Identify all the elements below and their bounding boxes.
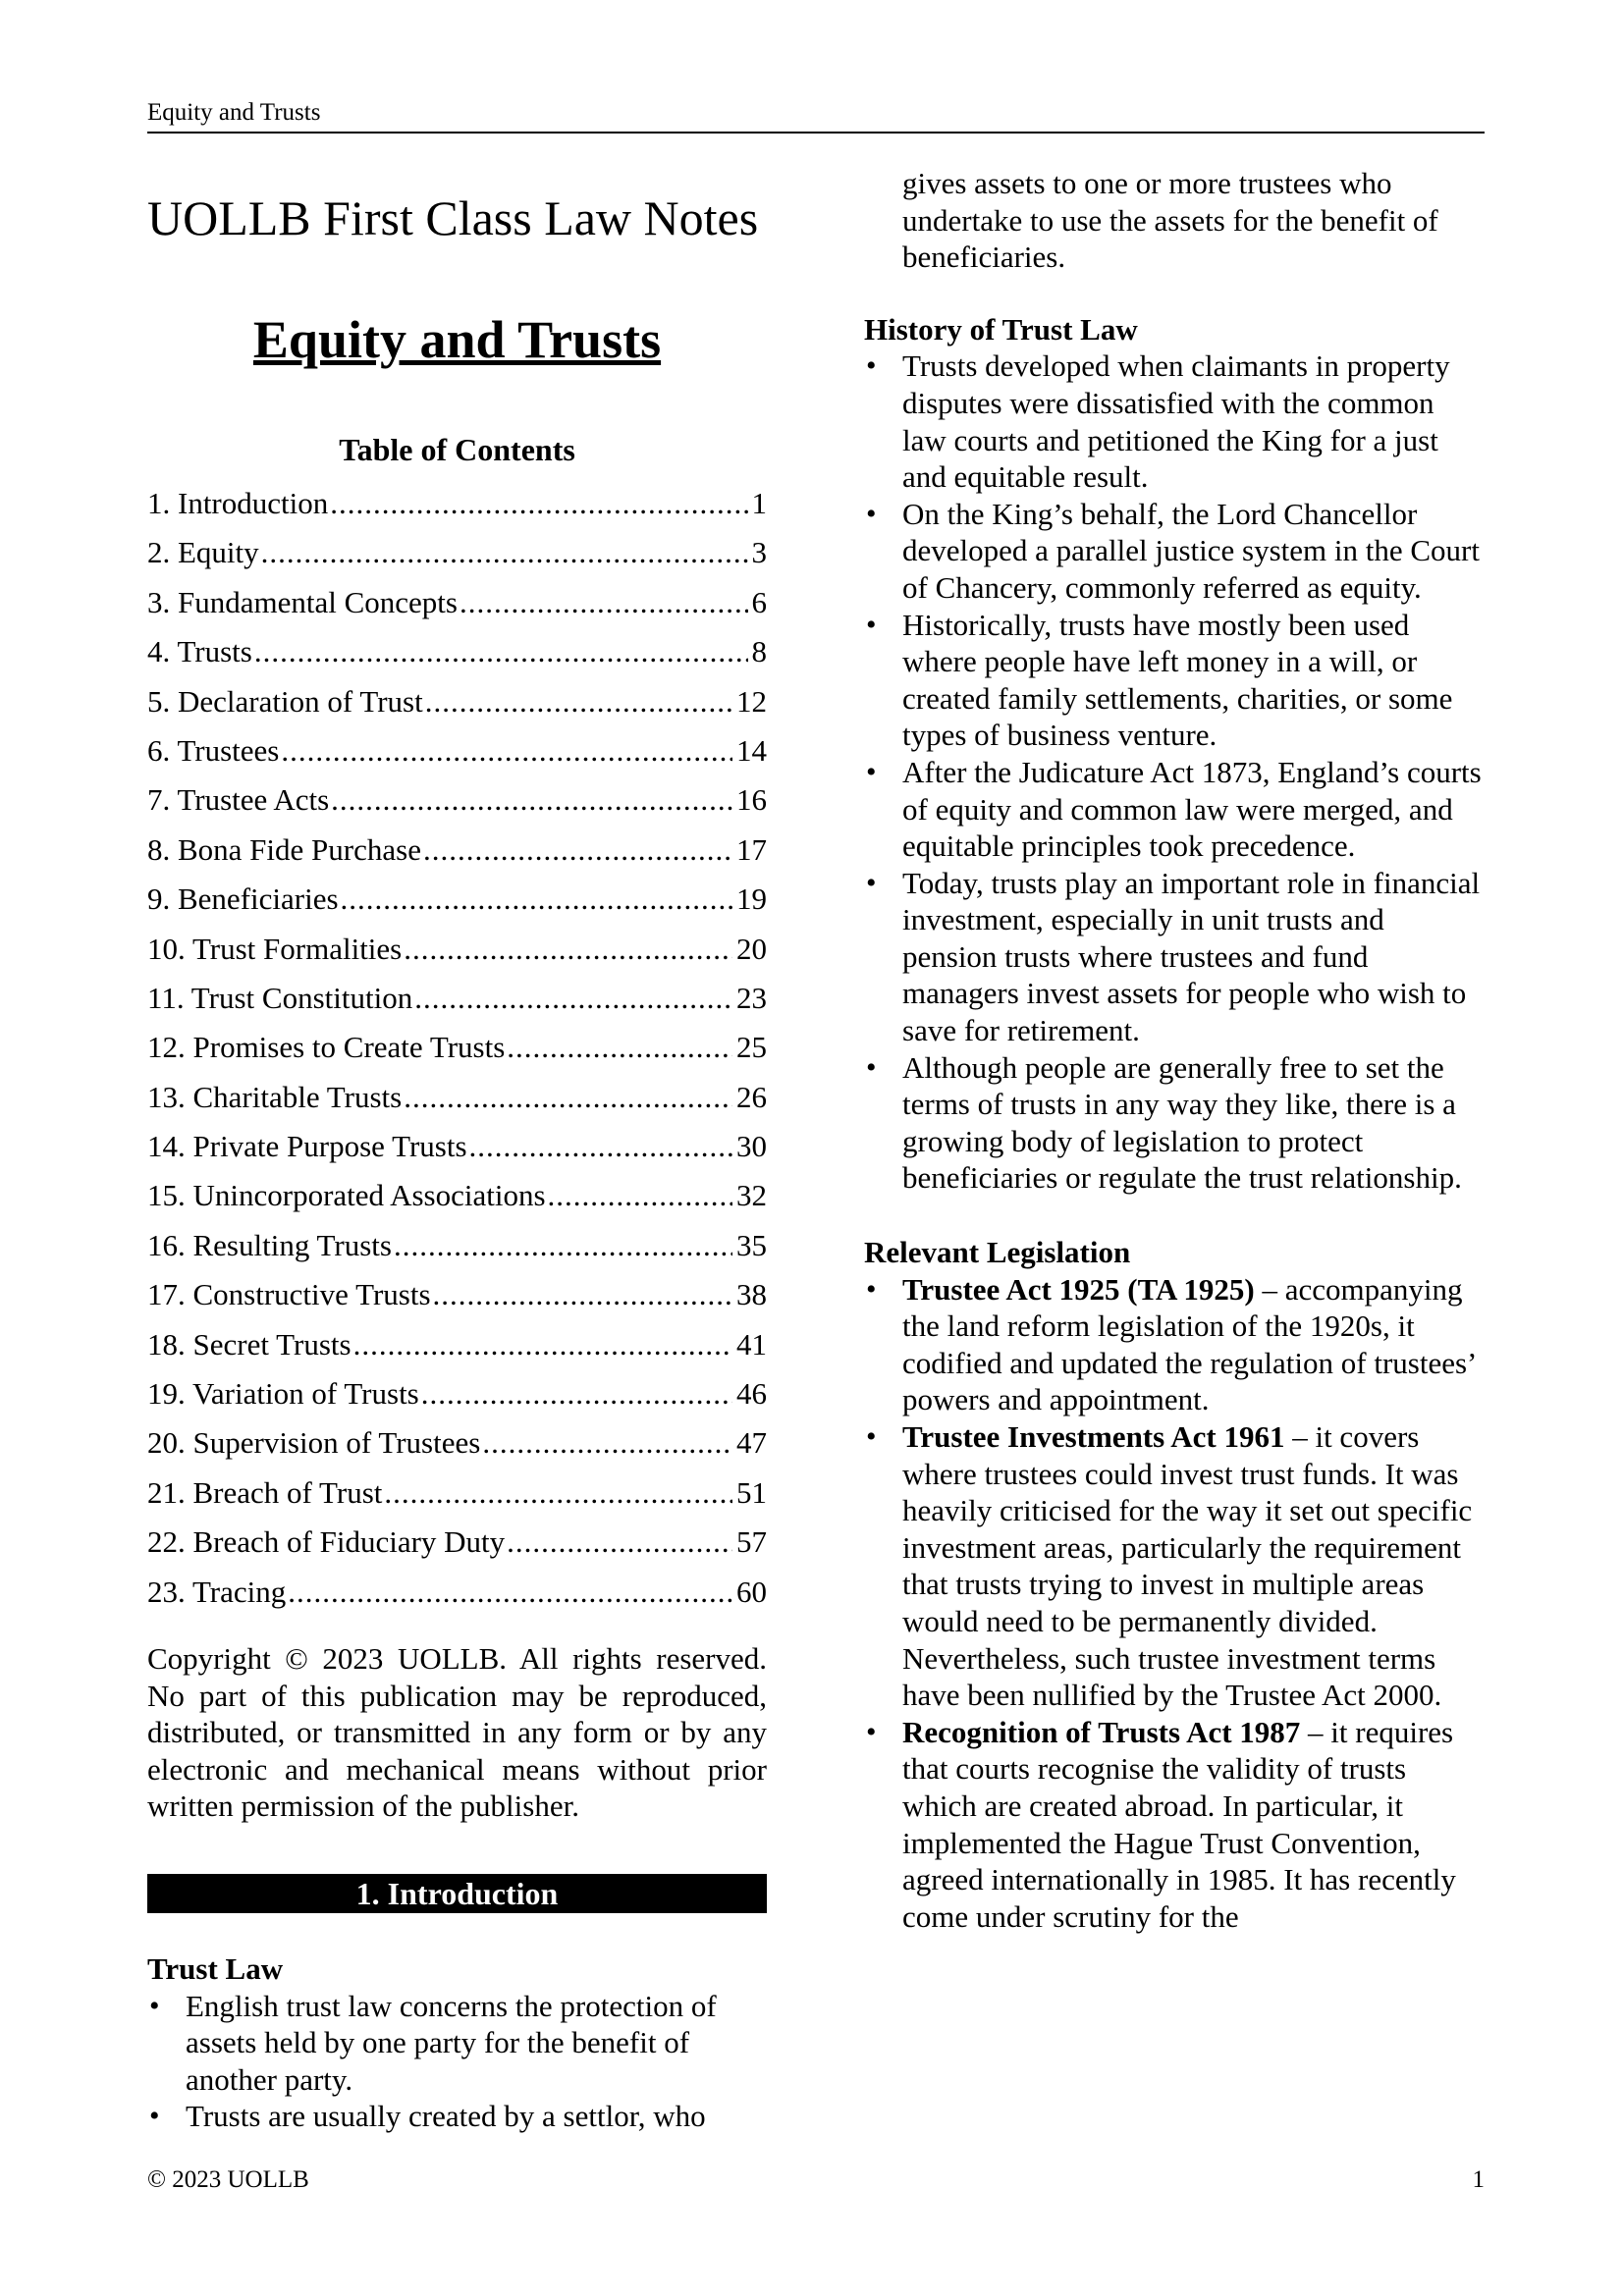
list-item: • Trusts are usually created by a settlor, who — [147, 2098, 767, 2135]
copyright-notice: Copyright © 2023 UOLLB. All rights reserved. No part of this publication may be reproduced, distributed, or transmitted in any form or by any electronic and mechanical means without prior written permission of the publisher. — [147, 1640, 767, 1824]
toc-entry[interactable] — [147, 677, 767, 726]
list-item: • On the King’s behalf, the Lord Chancellor developed a parallel justice system in the Court of Chancery, commonly referred as equity. — [864, 496, 1483, 607]
statute-description: – it requires that courts recognise the validity of trusts which are created abroad. In particular, it implemented the Hague Trust Convention, agreed internationally in 1985. It has recently come under scrutiny for the — [902, 1714, 1456, 1934]
toc-leader — [330, 479, 747, 528]
list-item — [864, 1271, 1483, 1418]
toc-entry-page: 20 — [736, 931, 767, 966]
toc-entry-page: 3 — [751, 535, 767, 570]
list-item — [864, 1714, 1483, 1936]
table-of-contents — [147, 479, 767, 1617]
toc-entry[interactable] — [147, 925, 767, 974]
toc-entry[interactable] — [147, 875, 767, 924]
toc-leader — [421, 1369, 732, 1418]
toc-entry-page: 57 — [736, 1524, 767, 1560]
toc-entry[interactable] — [147, 1369, 767, 1418]
subheading-history: History of Trust Law — [864, 311, 1138, 347]
statute-name: Trustee Investments Act 1961 — [902, 1419, 1285, 1454]
toc-entry-label: 10. Trust Formalities — [147, 931, 403, 966]
toc-leader — [384, 1468, 732, 1518]
statute-name: Trustee Act 1925 (TA 1925) — [902, 1271, 1255, 1307]
trust-law-bullets — [147, 1988, 767, 2135]
toc-entry[interactable] — [147, 1122, 767, 1171]
statute-description: – accompanying the land reform legislation of the 1920s, it codified and updated the regulation of trustees’ powers and appointment. — [902, 1271, 1476, 1417]
toc-entry-page: 19 — [736, 881, 767, 917]
toc-entry[interactable] — [147, 826, 767, 875]
subheading-legislation: Relevant Legislation — [864, 1235, 1131, 1270]
toc-entry[interactable] — [147, 974, 767, 1023]
site-title: UOLLB First Class Law Notes — [147, 190, 759, 245]
toc-entry-page: 26 — [736, 1079, 767, 1114]
toc-leader — [433, 1270, 732, 1319]
toc-leader — [548, 1171, 732, 1220]
toc-heading: Table of Contents — [339, 432, 575, 467]
toc-leader — [394, 1221, 732, 1270]
toc-entry[interactable] — [147, 1568, 767, 1617]
toc-entry[interactable] — [147, 775, 767, 825]
toc-entry[interactable] — [147, 578, 767, 627]
toc-leader — [469, 1122, 732, 1171]
statute-name: Recognition of Trusts Act 1987 — [902, 1714, 1301, 1749]
toc-leader — [404, 925, 732, 974]
section-heading-introduction: 1. Introduction — [147, 1874, 767, 1913]
toc-entry-page: 60 — [736, 1574, 767, 1609]
list-item: • English trust law concerns the protection of assets held by one party for the benefit of another party. — [147, 1988, 767, 2099]
list-item: • After the Judicature Act 1873, England’s courts of equity and common law were merged, and equitable principles took precedence. — [864, 754, 1483, 865]
toc-entry[interactable] — [147, 627, 767, 676]
toc-entry-label: 9. Beneficiaries — [147, 881, 339, 917]
toc-leader — [404, 1073, 732, 1122]
toc-leader — [423, 826, 732, 875]
toc-entry-page: 1 — [751, 486, 767, 520]
toc-entry-label: 6. Trustees — [147, 732, 280, 768]
toc-leader — [261, 528, 748, 577]
legislation-bullets — [864, 1271, 1483, 1936]
toc-entry-label: 18. Secret Trusts — [147, 1326, 352, 1362]
toc-entry-label: 21. Breach of Trust — [147, 1474, 383, 1510]
toc-leader — [460, 578, 748, 627]
toc-entry[interactable] — [147, 726, 767, 775]
document-title: Equity and Trusts — [252, 310, 662, 369]
toc-entry-label: 14. Private Purpose Trusts — [147, 1129, 467, 1164]
list-item: • Trusts developed when claimants in property disputes were dissatisfied with the common law courts and petitioned the King for a just and equitable result. — [864, 347, 1483, 495]
subheading-trust-law: Trust Law — [147, 1950, 284, 1986]
toc-entry-label: 11. Trust Constitution — [147, 980, 413, 1015]
toc-entry-label: 3. Fundamental Concepts — [147, 584, 458, 619]
toc-entry-page: 8 — [751, 634, 767, 669]
toc-entry-page: 46 — [736, 1376, 767, 1412]
toc-entry[interactable] — [147, 1418, 767, 1468]
toc-entry-page: 17 — [736, 831, 767, 867]
toc-entry[interactable] — [147, 1320, 767, 1369]
toc-entry-label: 17. Constructive Trusts — [147, 1277, 431, 1312]
list-item: • Although people are generally free to set the terms of trusts in any way they like, there is a growing body of legislation to protect beneficiaries or regulate the trust relationship. — [864, 1049, 1483, 1197]
toc-leader — [414, 974, 732, 1023]
bullet-continuation: gives assets to one or more trustees who undertake to use the assets for the benefit of beneficiaries. — [902, 166, 1438, 275]
toc-leader — [425, 677, 732, 726]
list-item: • Historically, trusts have mostly been used where people have left money in a will, or created family settlements, charities, or some types of business venture. — [864, 607, 1483, 754]
list-item: • Today, trusts play an important role in financial investment, especially in unit trusts and pension trusts where trustees and fund managers invest assets for people who wish to save for retirement. — [864, 865, 1483, 1049]
toc-leader — [353, 1320, 732, 1369]
toc-leader — [507, 1518, 732, 1567]
toc-entry[interactable] — [147, 479, 767, 528]
toc-leader — [507, 1023, 732, 1072]
toc-entry-page: 38 — [736, 1277, 767, 1312]
toc-entry-page: 32 — [736, 1178, 767, 1213]
toc-leader — [288, 1568, 732, 1617]
toc-entry-label: 13. Charitable Trusts — [147, 1079, 403, 1114]
toc-entry-label: 12. Promises to Create Trusts — [147, 1030, 506, 1065]
toc-entry-label: 19. Variation of Trusts — [147, 1376, 419, 1412]
toc-leader — [482, 1418, 732, 1468]
toc-entry-label: 16. Resulting Trusts — [147, 1227, 392, 1262]
page-number: 1 — [1472, 2166, 1485, 2193]
left-column — [147, 188, 767, 2135]
toc-entry-page: 14 — [736, 732, 767, 768]
toc-entry-label: 20. Supervision of Trustees — [147, 1425, 481, 1461]
toc-entry-label: 4. Trusts — [147, 634, 252, 669]
toc-entry-page: 51 — [736, 1474, 767, 1510]
toc-leader — [341, 875, 732, 924]
toc-entry-label: 5. Declaration of Trust — [147, 683, 423, 719]
toc-entry-page: 47 — [736, 1425, 767, 1461]
right-column — [864, 165, 1483, 1935]
toc-entry[interactable] — [147, 1171, 767, 1220]
toc-entry[interactable] — [147, 1270, 767, 1319]
toc-entry[interactable] — [147, 1073, 767, 1122]
toc-entry-page: 30 — [736, 1129, 767, 1164]
toc-entry[interactable] — [147, 1468, 767, 1518]
toc-entry-page: 16 — [736, 782, 767, 818]
footer-copyright: © 2023 UOLLB — [147, 2166, 309, 2193]
list-item — [864, 1418, 1483, 1714]
toc-entry-page: 6 — [751, 584, 767, 619]
toc-leader — [331, 775, 732, 825]
toc-entry[interactable] — [147, 1518, 767, 1567]
toc-entry-page: 35 — [736, 1227, 767, 1262]
toc-entry[interactable] — [147, 1221, 767, 1270]
toc-entry-page: 41 — [736, 1326, 767, 1362]
toc-entry-label: 22. Breach of Fiduciary Duty — [147, 1524, 506, 1560]
toc-entry-label: 7. Trustee Acts — [147, 782, 330, 818]
toc-entry-label: 1. Introduction — [147, 486, 329, 520]
statute-description: – it covers where trustees could invest trust funds. It was heavily criticised for the way it set out specific investment areas, particularly the requirement that trusts trying to invest in multiple areas would need to be permanently divided. Nevertheless, such trustee investment terms have been nullified by the Trustee Act 2000. — [902, 1419, 1473, 1713]
toc-leader — [254, 627, 748, 676]
history-bullets — [864, 347, 1483, 1197]
toc-entry[interactable] — [147, 528, 767, 577]
running-header: Equity and Trusts — [147, 98, 1485, 133]
toc-entry-label: 8. Bona Fide Purchase — [147, 831, 421, 867]
toc-entry[interactable] — [147, 1023, 767, 1072]
toc-entry-page: 25 — [736, 1030, 767, 1065]
toc-entry-label: 2. Equity — [147, 535, 259, 570]
toc-entry-page: 12 — [736, 683, 767, 719]
toc-entry-label: 15. Unincorporated Associations — [147, 1178, 546, 1213]
toc-leader — [281, 726, 732, 775]
toc-entry-label: 23. Tracing — [147, 1574, 287, 1609]
toc-entry-page: 23 — [736, 980, 767, 1015]
